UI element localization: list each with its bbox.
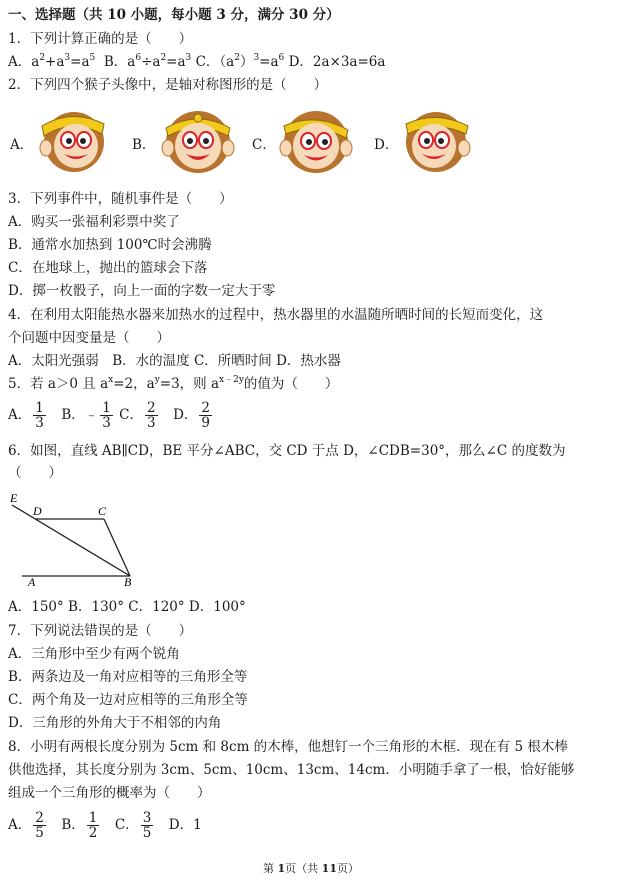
q5-fraction-c: $\frac{2}{3}$ [146, 400, 156, 431]
q4-stem-line1: 4．在利用太阳能热水器来加热水的过程中，热水器里的水温随所晒时间的长短而变化，这 [8, 307, 544, 323]
q2-label-c: C． [252, 137, 276, 153]
q2-label-d: D． [374, 137, 399, 153]
monkey-head-icon [160, 104, 236, 176]
geometry-figure [6, 488, 146, 588]
label-b: B [124, 575, 132, 588]
q3-option-c: C．在地球上，抛出的篮球会下落 [8, 260, 208, 276]
label-a: A [28, 575, 36, 588]
q8-stem-line1: 8．小明有两根长度分别为 5cm 和 8cm 的木棒，他想钉一个三角形的木框．现在有 5 根木棒 [8, 739, 568, 755]
label-d: D [33, 504, 42, 518]
q2-stem: 2．下列四个猴子头像中，是轴对称图形的是（ ） [8, 77, 328, 93]
q4-stem-line2: 个问题中因变量是（ ） [8, 330, 170, 346]
q7-option-b: B．两条边及一角对应相等的三角形全等 [8, 669, 248, 685]
q5-fraction-d: $\frac{2}{9}$ [201, 400, 210, 431]
q2-label-a: A． [10, 137, 34, 153]
q6-options: A．150° B．130° C．120° D．100° [8, 599, 246, 615]
q3-stem: 3．下列事件中，随机事件是（ ） [8, 191, 233, 207]
q3-option-d: D．掷一枚骰子，向上一面的字数一定大于零 [8, 283, 276, 299]
monkey-head-icon [34, 104, 110, 176]
q5-options: A． $\frac{1}{3}$ B．﹣ $\frac{1}{3}$ C． $\frac{2}{3}$ D． $\frac{2}{9}$ [8, 400, 210, 431]
page-footer: 第 1页（共 11页） [263, 862, 359, 875]
q1-options: A．$a^2+a^3=a^5$ B．$a^6\div a^2=a^3$ C．$(a^2)^3=a^6$ D．2a×3a=6a [8, 53, 386, 70]
q2-label-b: B． [132, 137, 156, 153]
q5-fraction-a: $\frac{1}{3}$ [35, 400, 44, 431]
q6-stem-line1: 6．如图，直线 AB∥CD，BE 平分∠ABC，交 CD 于点 D，∠CDB=30°，那么∠C 的度数为 [8, 443, 566, 459]
q5-fraction-b: $\frac{1}{3}$ [102, 400, 111, 431]
q8-fraction-c: $\frac{3}{5}$ [142, 810, 152, 841]
q5-stem: 5．若 a＞0 且 $a^x=2$，$a^y=3$，则 $a^{x﹣2y}$的值为（ ） [8, 375, 339, 392]
q3-option-b: B．通常水加热到 100℃时会沸腾 [8, 237, 212, 253]
q7-option-c: C．两个角及一边对应相等的三角形全等 [8, 692, 248, 708]
label-e: E [10, 491, 18, 505]
q8-fraction-a: $\frac{2}{5}$ [35, 810, 44, 841]
q4-options: A．太阳光强弱 B．水的温度 C．所晒时间 D．热水器 [8, 353, 341, 369]
label-c: C [98, 504, 107, 518]
q8-stem-line3: 组成一个三角形的概率为（ ） [8, 785, 211, 801]
q6-stem-line2: （ ） [8, 465, 62, 481]
section-heading: 一、选择题（共 10 小题，每小题 3 分，满分 30 分） [8, 7, 340, 23]
q1-stem: 1．下列计算正确的是（ ） [8, 31, 193, 47]
q7-option-d: D．三角形的外角大于不相邻的内角 [8, 715, 222, 731]
q8-fraction-b: $\frac{1}{2}$ [88, 810, 98, 841]
monkey-head-icon [400, 104, 476, 176]
q7-stem: 7．下列说法错误的是（ ） [8, 623, 193, 639]
monkey-head-icon [278, 104, 354, 176]
q7-option-a: A．三角形中至少有两个锐角 [8, 646, 180, 662]
q8-stem-line2: 供他选择，其长度分别为 3cm、5cm、10cm、13cm、14cm．小明随手拿了一根，恰好能够 [8, 762, 575, 778]
q3-option-a: A．购买一张福利彩票中奖了 [8, 214, 180, 230]
line-eb [12, 505, 130, 576]
q8-options: A． $\frac{2}{5}$ B． $\frac{1}{2}$ C． $\frac{3}{5}$ D．1 [8, 810, 202, 841]
